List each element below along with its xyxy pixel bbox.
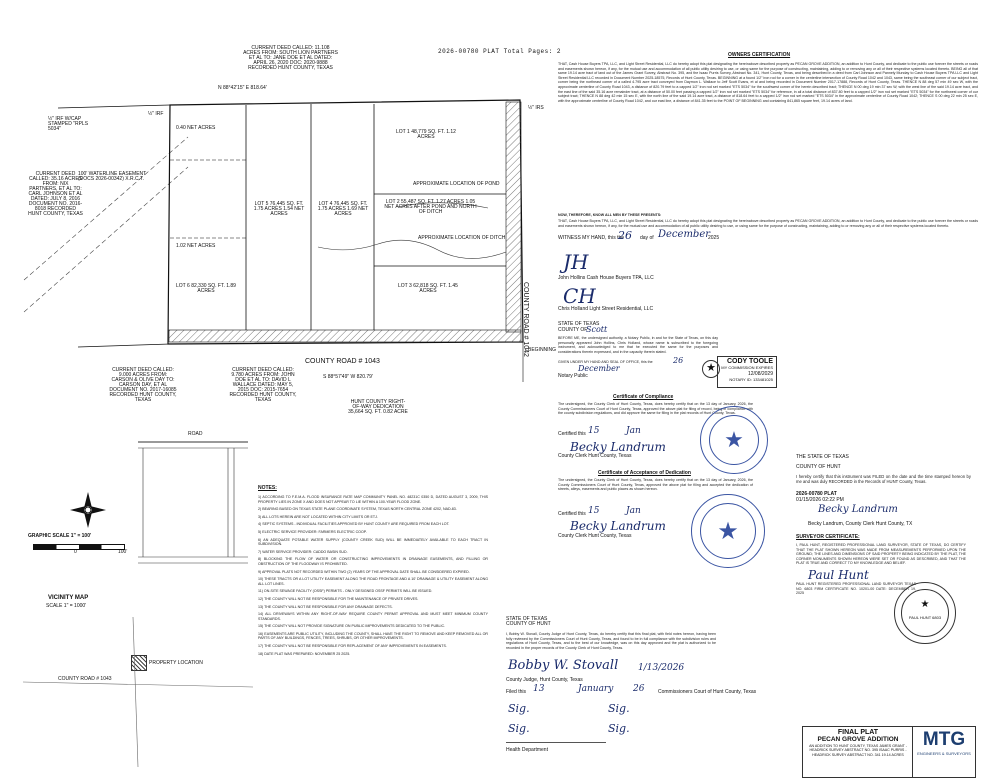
note-item: 8) BLOCKING THE FLOW OF WATER OR CONSTRUCTING IMPROVEMENTS IN DRAINAGE EASEMENTS, AND FILLING OR OBSTRUCTION OF THE FLOODWAY IS PROHIBITED. bbox=[258, 557, 488, 566]
note-item: 6) AN ADEQUATE POTABLE WATER SUPPLY (COUNTY CREEK SUD) WILL BE IMMEDIATELY AVAILABLE TO EACH TRACT IN SUBDIVISION. bbox=[258, 537, 488, 547]
cert-compliance-title: Certificate of Compliance bbox=[613, 394, 674, 400]
county-road-small: COUNTY ROAD # 1043 bbox=[58, 676, 112, 682]
accept-day: 15 bbox=[588, 506, 600, 516]
title-block-title: FINAL PLAT bbox=[837, 729, 879, 736]
notary-stamp bbox=[717, 356, 777, 388]
county-judge: County Judge, Hunt County, Texas bbox=[506, 677, 583, 683]
now-therefore-text: THAT, Cash House Buyers TPA, LLC, and Light Street Residential, LLC do hereby adopt this plat designating the hereinabove described property as PECAN GROVE ADDITION, an addition to Hunt County, and dedicate to the public use forever the streets or roads and easements shown hereon, if any, for the mutual use and accommodation of all public utility desiring to use, or using same for the purpose of constructing, maintaining, adding to or removing any or all of their respective systems located thereto. bbox=[558, 219, 978, 228]
commissioner-signature-2: Sig. bbox=[608, 702, 630, 715]
notary-stamp-line2: MY COMMISSION EXPIRES bbox=[721, 365, 773, 370]
plat-drawing bbox=[18, 22, 558, 422]
vicinity-map bbox=[138, 432, 248, 572]
waterline-easement: 100' WATERLINE EASEMENT (DOCS 2026-00342) X.R.C.T. bbox=[78, 171, 147, 182]
witness-month: December bbox=[658, 229, 711, 240]
filed-text: I hereby certify that this instrument was FILED on the date and the time stamped hereon by me and was duly RECORDED in the Records of HUNT County, Texas. bbox=[796, 474, 971, 485]
mtg-sub: ENGINEERS & SURVEYORS bbox=[917, 751, 971, 756]
notary-star-icon: ★ bbox=[702, 360, 720, 378]
health-department: Health Department bbox=[506, 747, 548, 753]
filed-this-day: 13 bbox=[533, 684, 545, 694]
note-item: 17) THE COUNTY WILL NOT BE RESPONSIBLE FOR REPLACEMENT OF ANY IMPROVEMENTS IN EASEMENTS. bbox=[258, 644, 447, 649]
net-acres-040: 0.40 NET ACRES bbox=[176, 125, 216, 131]
note-item: 11) ON-SITE SEWAGE FACILITY (OSSF) PERMITS - ONLY DESIGNED OSSF PERMITS WILL BE ISSUED. bbox=[258, 589, 433, 594]
certified-this-2: Certified this bbox=[558, 511, 586, 517]
logo-block bbox=[912, 726, 976, 778]
becky-signature: Becky Landrum bbox=[818, 504, 898, 515]
note-item: 1) ACCORDING TO F.E.M.A. FLOOD INSURANCE RATE MAP COMMUNITY PANEL NO. 48231C 0350 D, DATED AUGUST 3, 2009, THIS PROPERTY LIES IN ZONE X AND DOES NOT APPEAR TO LIE WITHIN A 100-YEAR FLOOD ZONE. bbox=[258, 495, 488, 504]
becky-name: Becky Landrum, County Clerk Hunt County, TX bbox=[808, 521, 913, 527]
row-dedication-bottom: HUNT COUNTY RIGHT-OF-WAY DEDICATION 35,664 SQ. FT. 0.82 ACRE bbox=[348, 399, 408, 415]
certified-day: 15 bbox=[588, 426, 600, 436]
seal-surveyor-text: PAUL HUNT 6803 bbox=[908, 615, 942, 620]
ditch-label: APPROXIMATE LOCATION OF DITCH bbox=[418, 235, 506, 241]
document-header: 2026-00780 PLAT Total Pages: 2 bbox=[438, 48, 562, 55]
given-month: December bbox=[578, 364, 620, 373]
owners-cert-text: THAT, Cash House Buyers TPA, LLC, and Light Street Residential, LLC do hereby adopt this plat designating the hereinabove described property as PECAN GROVE ADDITION, an addition to Hunt County, and dedicate to the public use forever the streets or roads and easements shown hereon, if any, for the mutual use and accommodation of all public utility desiring to use, or using same for the purpose of constructing, maintaining, adding to or removing any or all of their respective systems located thereto. BEING all of that same 19.14 acre tract of land out of the James Grant Survey, Abstract No. 395, and the Isaac Purris Survey, Abstract No. 341, Hunt County, Texas, and being described in a deed from Carl Johnson and Pannely Munday to Cash House Buyers TPA LLC and Light Street Residential LLC recorded in Document Number 2025-18575, Records of Hunt County, Texas. BEGINNING at a found 1/2" iron rod for a corner in the centerline intersection of County Road 1042 and 1043, same being the southeast corner of our subject tract, corner being the northeast corner of a called 4.795 acre tract conveyed from Daymon L. Wallace to Jeff Scott Evans, et al and being recorded in Document Number 2017-17888, Records of Hunt County, Texas. THENCE N 88 deg 57 min 49 sec W, with the approximate centerline of County Road 1043, a distance of 820.79 feet to a capped 1/2" iron rod set marked "ETS 5034" for the southwest corner of the herein described tract; THENCE N 00 deg 19 min 37 sec W, with the west line of the said 19.14 acre tract, and the east line of the said 35.16 acre remainder tract, at a distance of 50.00 feet passing a capped 1/2" iron rod set marked "ETS 5034" for reference, in all a total distance of 837.80 feet to a capped 1/2" iron rod set marked "ETS 5034" for the northwest corner of our subject tract; THENCE N 88 deg 42 min 15 sec E, with the north line of the said 19.14 acre tract, a distance of 818.64 feet to a capped 1/2" iron rod set marked "ETS 5034" in the approximate centerline of County Road 1042; THENCE S 00 deg 22 min 25 sec E, with the approximate centerline of County Road 1042, and our east line, a distance of 841.35 feet to the POINT OF BEGINNING and containing 841,865 square feet, 19.14 acres of land. bbox=[558, 62, 978, 103]
witness-year: 2025 bbox=[708, 235, 720, 241]
cert-accept-text: The undersigned, the County Clerk of Hunt County, Texas, does hereby certify that on the 13 day of January, 2026, the County Commissioners Court of Hunt County, Texas, approved the above plat for filing and accepted the dedication of streets, alleys, easements and public places as shown hereon. bbox=[558, 478, 753, 492]
county-clerk-seal: ★ bbox=[700, 406, 768, 474]
lot-2: LOT 2 55,487 SQ. FT. 1.27 ACRES 1.05 NET ACRES AFTER POND AND NORTH OF DITCH bbox=[384, 199, 477, 215]
filed-date: 01/15/2026 02:22 PM bbox=[796, 497, 844, 503]
iron-rod-stamped: ½" IRF W/CAP STAMPED "RPLS 5034" bbox=[48, 116, 89, 132]
note-item: 2) BEARING BASED ON TEXAS STATE PLANE COORDINATE SYSTEM, TEXAS NORTH CENTRAL ZONE 4202, NAD-83. bbox=[258, 507, 457, 512]
state-texas-2: STATE OF TEXAS COUNTY OF HUNT bbox=[506, 616, 551, 627]
state-of-texas: STATE OF TEXAS bbox=[558, 321, 600, 327]
commissioners-seal: ★ bbox=[691, 494, 765, 568]
witness-dayof: day of bbox=[640, 235, 654, 241]
clerk-signature-2: Becky Landrum bbox=[570, 519, 666, 533]
north-bearing: N 88°42'15" E 818.64' bbox=[218, 85, 267, 91]
county-of-value: Scott bbox=[586, 325, 608, 334]
county-road-1042-label: COUNTY ROAD # 1042 bbox=[522, 282, 529, 357]
note-item: 14) ALL DRIVEWAYS WITHIN ANY RIGHT-OF-WAY REQUIRE COUNTY PERMIT APPROVAL AND MUST MEET MINIMUM COUNTY STANDARDS. bbox=[258, 612, 488, 621]
lot-1: LOT 1 48,779 SQ. FT. 1.12 ACRES bbox=[396, 129, 456, 140]
lot-6: LOT 6 82,330 SQ. FT. 1.89 ACRES bbox=[176, 283, 236, 294]
note-item: 5) ELECTRIC SERVICE PROVIDER: FARMERS ELECTRIC COOP. bbox=[258, 529, 367, 534]
lot-3: LOT 3 62,818 SQ. FT. 1.45 ACRES bbox=[398, 283, 458, 294]
pond-label: APPROXIMATE LOCATION OF POND bbox=[413, 181, 500, 187]
current-deed-bottom-left: CURRENT DEED CALLED: 9.000 ACRES FROM: CARSON & OLIVE DAY TO: CARSON DAY, ET AL DOCUMENT NO. 2017-16085 RECORDED HUNT COUNTY, TEXAS bbox=[109, 367, 177, 403]
irs-label: ½" IRS bbox=[528, 105, 544, 111]
county-of: COUNTY OF bbox=[558, 327, 588, 333]
notary-stamp-line3: 12/08/2029 bbox=[747, 371, 773, 377]
current-deed-bottom-mid: CURRENT DEED CALLED: 9.780 ACRES FROM: JOHN DOE ET AL TO: DAVID L WALLACE DATED: MAY 5, 2015 DOC: 2015-7654 RECORDED HUNT COUNTY, TEXAS bbox=[229, 367, 297, 403]
texas-title: THE STATE OF TEXAS bbox=[796, 454, 849, 460]
net-acres-102: 1.02 NET ACRES bbox=[176, 243, 216, 249]
surveyor-cert-title: SURVEYOR CERTIFICATE: bbox=[796, 534, 860, 540]
vicinity-map-title: VICINITY MAP bbox=[48, 595, 89, 601]
filed-this-year: 26 bbox=[633, 684, 645, 694]
note-item: 3) ALL LOTS HEREIN ARE NOT LOCATED WITHIN CITY LIMITS OR ETJ. bbox=[258, 514, 378, 519]
filed-no: 2026-00780 PLAT bbox=[796, 491, 837, 497]
signature-line bbox=[506, 742, 606, 743]
owner-signature-2: CH bbox=[563, 284, 596, 308]
plat-sheet bbox=[18, 22, 976, 757]
clerk-signature-1: Becky Landrum bbox=[570, 440, 666, 454]
surveyor-text: I, PAUL HUNT, REGISTERED PROFESSIONAL LAND SURVEYOR, STATE OF TEXAS, DO CERTIFY THAT THE PLAT SHOWN HEREON WAS MADE FROM MEASUREMENTS PERFORMED UPON THE GROUND; THE LINES AND DIMENSIONS OF SAID PROPERTY BEING INDICATED BY THE PLAT, THE CORNER MONUMENTS SHOWN HEREON WERE SET OR FOUND AS DESCRIBED, AND THAT THE PLAT IS TRUE AND CORRECT TO MY KNOWLEDGE AND BELIEF. bbox=[796, 543, 966, 566]
county-road-1043-label: COUNTY ROAD # 1043 bbox=[305, 358, 380, 365]
accept-month: Jan bbox=[626, 506, 641, 516]
scale-zero: 0 bbox=[74, 549, 77, 555]
irf-label: ½" IRF bbox=[148, 111, 164, 117]
surveyor-name: PAUL HUNT REGISTERED PROFESSIONAL LAND SURVEYOR TEXAS NO. 6803 FIRM CERTIFICATE NO. 10201-00 DATE: DECEMBER 19, 2025 bbox=[796, 582, 916, 596]
graphic-scale: GRAPHIC SCALE 1" = 100' bbox=[28, 533, 92, 539]
certified-month: Jan bbox=[626, 426, 641, 436]
surveyor-signature: Paul Hunt bbox=[808, 568, 869, 582]
signer-1: John Hollins Cash House Buyers TPA, LLC bbox=[558, 275, 654, 281]
beginning-label: BEGINNING bbox=[528, 347, 557, 353]
notes-title: NOTES: bbox=[258, 485, 277, 491]
surveyor-seal: ★ PAUL HUNT 6803 bbox=[894, 582, 956, 644]
note-item: 16) EASEMENTS ARE PUBLIC UTILITY, INCLUDING THE COUNTY, SHALL HAVE THE RIGHT TO REMOVE AND KEEP REMOVED ALL OR PARTS OF ANY BUILDINGS, FENCES, TREES, SHRUBS, OR OTHER IMPROVEMENTS. bbox=[258, 631, 488, 641]
vicinity-roads bbox=[23, 617, 253, 767]
notes-list bbox=[258, 495, 488, 659]
witness-day: 26 bbox=[618, 229, 632, 242]
note-item: 4) SEPTIC SYSTEMS - INDIVIDUAL FACILITIES APPROVED BY HUNT COUNTY ARE REQUIRED FROM EACH LOT. bbox=[258, 522, 450, 527]
now-therefore: NOW, THEREFORE, KNOW ALL MEN BY THESE PRESENTS: bbox=[558, 213, 662, 217]
north-arrow-icon bbox=[68, 490, 108, 530]
judge-date: 1/13/2026 bbox=[638, 663, 685, 673]
property-location-label: PROPERTY LOCATION bbox=[149, 660, 203, 666]
given-day: 26 bbox=[673, 356, 684, 365]
notary-text: BEFORE ME, the undersigned authority, a Notary Public, in and for the State of Texas, on this day personally appeared John Hollins, Chris Holland, whose name is subscribed to the foregoing instrument, and acknowledged to me that he executed the same for the purposes and considerations therein expressed, and in the capacity therein stated. bbox=[558, 336, 718, 354]
filed-this: Filed this bbox=[506, 689, 527, 695]
current-deed-left: CURRENT DEED CALLED: 35.16 ACRES FROM: NIX PARTNERS, ET AL TO: CARL JOHNSON ET AL DATED: JULY 8, 2016 DOCUMENT NO. 2016-8018 RECORDED HUNT COUNTY, TEXAS bbox=[28, 171, 83, 217]
south-bearing: S 88°57'49" W 820.79' bbox=[323, 374, 373, 380]
scale-bar bbox=[33, 544, 125, 550]
owners-cert-title: OWNERS CERTIFICATION bbox=[728, 52, 791, 58]
lot-4: LOT 4 76,445 SQ. FT. 1.75 ACRES 1.69 NET ACRES bbox=[317, 201, 369, 217]
cert-compliance-text: The undersigned, the County Clerk of Hunt County, Texas, does hereby certify that on the 13 day of January, 2026, the County Commissioners Court of Hunt County, Texas, approved the above plat for filing of record, being in compliance with the county subdivision regulations, and did approve the same for filing in the plat records of Hunt County, Texas. bbox=[558, 402, 753, 416]
note-item: 9) APPROVAL PLATS NOT RECORDED WITHIN TWO (2) YEARS OF THE APPROVAL DATE SHALL BE CONSIDERED EXPIRED. bbox=[258, 569, 470, 574]
note-item: 10) THESE TRACTS OR A LOT UTILITY EASEMENT ALONG THE ROAD FRONTAGE AND A 10' DRAINAGE & UTILITY EASEMENT ALONG ALL LOT LINES. bbox=[258, 577, 488, 586]
commissioners: Commissioners Court of Hunt County, Texas bbox=[658, 689, 757, 695]
certified-this: Certified this bbox=[558, 431, 586, 437]
commissioner-signature-1: Sig. bbox=[508, 702, 530, 715]
commissioner-signature-3: Sig. bbox=[508, 722, 530, 735]
notary-stamp-line4: NOTARY ID: 133481025 bbox=[729, 377, 773, 382]
title-block-subdivision: PECAN GROVE ADDITION bbox=[817, 736, 899, 743]
note-item: 13) THE COUNTY WILL NOT BE RESPONSIBLE FOR ANY DRAINAGE DEFECTS. bbox=[258, 604, 393, 609]
cert-accept-title: Certificate of Acceptance of Dedication bbox=[598, 470, 691, 476]
note-item: 15) THE COUNTY WILL NOT PROVIDE SIGNATURE ON PUBLIC IMPROVEMENTS DEDICATED TO THE PUBLIC. bbox=[258, 624, 446, 629]
current-deed-top: CURRENT DEED CALLED: 11.108 ACRES FROM: SOUTH LION PARTNERS ET AL TO: JANE DOE ET AL DATED: APRIL 26, 2020 DOC: 2020-9888 RECORDED HUNT COUNTY, TEXAS bbox=[243, 45, 338, 71]
county-clerk-1: County Clerk Hunt County, Texas bbox=[558, 453, 632, 459]
commissioner-signature-4: Sig. bbox=[608, 722, 630, 735]
scale-100: 100' bbox=[118, 549, 128, 555]
filed-this-month: January bbox=[578, 684, 614, 694]
notary-public: Notary Public bbox=[558, 373, 588, 379]
title-block-description: AN ADDITION TO HUNT COUNTY, TEXAS JAMES GRANT - HEADRICK SURVEY ABSTRACT NO. 395 ISAAC PURRIS - HEADRICK SURVEY ABSTRACT NO. 341 19.14 ACRES bbox=[809, 744, 907, 757]
signer-2: Chris Holland Light Street Residential, LLC bbox=[558, 306, 654, 312]
given-under: GIVEN UNDER MY HAND AND SEAL OF OFFICE, this the bbox=[558, 360, 653, 364]
judge-text: I, Bobby W. Stovall, County Judge of Hunt County, Texas, do hereby certify that this final plat, with field notes hereon, having been fully reviewed by the Commissioners Court of Hunt County, Texas, and found to be in full compliance with the subdivision rules and regulations of Hunt County, Texas, and to the best of our knowledge, was on this day approved and the plat is authorized to be recorded in the proper records of the County Clerk of Hunt County, Texas. bbox=[506, 632, 716, 650]
vicinity-map-scale: SCALE 1" = 1000' bbox=[46, 603, 87, 609]
note-item: 7) WATER SERVICE PROVIDER: CADDO BASIN SUD. bbox=[258, 549, 348, 554]
note-item: 18) DATE PLAT WAS PREPARED: NOVEMBER 25 2025. bbox=[258, 651, 351, 656]
county-hunt: COUNTY OF HUNT bbox=[796, 464, 841, 470]
county-clerk-2: County Clerk Hunt County, Texas bbox=[558, 533, 632, 539]
notary-stamp-name: CODY TOOLE bbox=[726, 358, 773, 365]
note-item: 12) THE COUNTY WILL NOT BE RESPONSIBLE FOR THE MAINTENANCE OF PRIVATE DRIVES. bbox=[258, 596, 419, 601]
witness: WITNESS MY HAND, this the bbox=[558, 235, 625, 241]
lot-5: LOT 5 76,445 SQ. FT. 1.75 ACRES 1.54 NET ACRES bbox=[253, 201, 305, 217]
owner-signature-1: JH bbox=[563, 250, 589, 274]
title-block bbox=[802, 726, 914, 778]
mtg-logo: MTG bbox=[922, 729, 966, 750]
judge-signature: Bobby W. Stovall bbox=[508, 658, 619, 673]
road-label: ROAD bbox=[188, 431, 203, 437]
